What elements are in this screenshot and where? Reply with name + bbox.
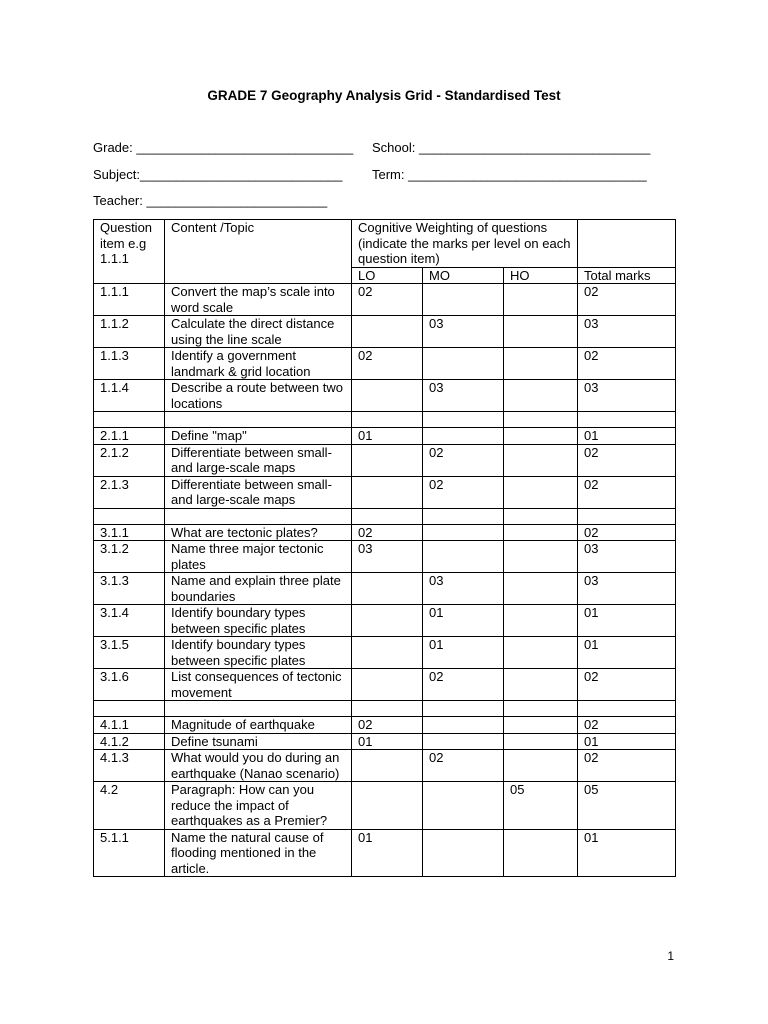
total-cell: 02 xyxy=(578,476,676,508)
ho-cell: 05 xyxy=(504,782,578,830)
total-cell: 02 xyxy=(578,348,676,380)
topic-cell: Calculate the direct distance using the line scale xyxy=(165,316,352,348)
ho-cell xyxy=(504,476,578,508)
school-field: School: ________________________________ xyxy=(372,140,651,155)
lo-cell xyxy=(352,316,423,348)
header-mo: MO xyxy=(423,267,504,284)
table-row xyxy=(94,524,676,541)
question-cell xyxy=(94,701,165,717)
mo-cell: 01 xyxy=(423,605,504,637)
table-row xyxy=(94,605,676,637)
mo-cell xyxy=(423,508,504,524)
table-row xyxy=(94,669,676,701)
mo-cell xyxy=(423,348,504,380)
lo-cell xyxy=(352,701,423,717)
lo-cell xyxy=(352,605,423,637)
total-cell: 02 xyxy=(578,669,676,701)
topic-cell: Paragraph: How can you reduce the impact of earthquakes as a Premier? xyxy=(165,782,352,830)
question-cell xyxy=(94,412,165,428)
mo-cell: 01 xyxy=(423,637,504,669)
topic-cell: Identify boundary types between specific plates xyxy=(165,637,352,669)
ho-cell xyxy=(504,669,578,701)
question-cell xyxy=(94,508,165,524)
header-row xyxy=(94,220,676,268)
lo-cell xyxy=(352,380,423,412)
lo-cell xyxy=(352,573,423,605)
header-ho: HO xyxy=(504,267,578,284)
question-cell: 1.1.1 xyxy=(94,284,165,316)
table-row xyxy=(94,348,676,380)
lo-cell xyxy=(352,444,423,476)
ho-cell xyxy=(504,316,578,348)
question-cell: 1.1.3 xyxy=(94,348,165,380)
page-title: GRADE 7 Geography Analysis Grid - Standardised Test xyxy=(207,88,561,103)
ho-cell xyxy=(504,637,578,669)
lo-cell xyxy=(352,637,423,669)
total-cell: 01 xyxy=(578,605,676,637)
total-cell: 01 xyxy=(578,829,676,877)
table-row xyxy=(94,717,676,734)
total-cell: 02 xyxy=(578,750,676,782)
question-cell: 4.2 xyxy=(94,782,165,830)
lo-cell: 01 xyxy=(352,829,423,877)
total-cell: 03 xyxy=(578,541,676,573)
topic-cell: Define tsunami xyxy=(165,733,352,750)
question-cell: 4.1.3 xyxy=(94,750,165,782)
question-cell: 2.1.2 xyxy=(94,444,165,476)
mo-cell xyxy=(423,717,504,734)
table-body xyxy=(94,284,676,877)
topic-cell: Convert the map’s scale into word scale xyxy=(165,284,352,316)
table-row xyxy=(94,476,676,508)
header-lo: LO xyxy=(352,267,423,284)
page-number: 1 xyxy=(667,949,674,963)
table-row xyxy=(94,829,676,877)
lo-cell: 02 xyxy=(352,284,423,316)
lo-cell: 02 xyxy=(352,717,423,734)
topic-cell: Name the natural cause of flooding mentioned in the article. xyxy=(165,829,352,877)
ho-cell xyxy=(504,733,578,750)
ho-cell xyxy=(504,829,578,877)
total-cell: 01 xyxy=(578,733,676,750)
table-row xyxy=(94,701,676,717)
ho-cell xyxy=(504,284,578,316)
topic-cell xyxy=(165,701,352,717)
total-cell: 03 xyxy=(578,316,676,348)
mo-cell: 02 xyxy=(423,750,504,782)
table-row xyxy=(94,573,676,605)
lo-cell xyxy=(352,412,423,428)
table-row xyxy=(94,750,676,782)
total-cell: 05 xyxy=(578,782,676,830)
lo-cell: 01 xyxy=(352,733,423,750)
topic-cell: Define "map" xyxy=(165,428,352,445)
topic-cell: Differentiate between small- and large-scale maps xyxy=(165,476,352,508)
mo-cell xyxy=(423,541,504,573)
subject-field: Subject:____________________________ xyxy=(93,167,343,182)
header-content-topic: Content /Topic xyxy=(165,220,352,284)
ho-cell xyxy=(504,524,578,541)
table-row xyxy=(94,733,676,750)
grade-field: Grade: ______________________________ xyxy=(93,140,354,155)
table-row xyxy=(94,284,676,316)
header-cognitive-weighting: Cognitive Weighting of questions (indicate the marks per level on each question item) xyxy=(352,220,578,268)
mo-cell: 02 xyxy=(423,444,504,476)
table-row xyxy=(94,428,676,445)
question-cell: 4.1.2 xyxy=(94,733,165,750)
ho-cell xyxy=(504,605,578,637)
question-cell: 4.1.1 xyxy=(94,717,165,734)
topic-cell: What would you do during an earthquake (Nanao scenario) xyxy=(165,750,352,782)
total-cell: 02 xyxy=(578,717,676,734)
table-row xyxy=(94,380,676,412)
topic-cell: List consequences of tectonic movement xyxy=(165,669,352,701)
lo-cell xyxy=(352,669,423,701)
topic-cell: Identify a government landmark & grid location xyxy=(165,348,352,380)
mo-cell xyxy=(423,829,504,877)
mo-cell xyxy=(423,284,504,316)
table-row xyxy=(94,541,676,573)
question-cell: 1.1.4 xyxy=(94,380,165,412)
question-cell: 3.1.1 xyxy=(94,524,165,541)
ho-cell xyxy=(504,348,578,380)
term-field: Term: _________________________________ xyxy=(372,167,647,182)
mo-cell xyxy=(423,733,504,750)
topic-cell: Identify boundary types between specific plates xyxy=(165,605,352,637)
lo-cell xyxy=(352,782,423,830)
total-cell xyxy=(578,701,676,717)
topic-cell: Name three major tectonic plates xyxy=(165,541,352,573)
mo-cell xyxy=(423,428,504,445)
total-cell: 02 xyxy=(578,444,676,476)
topic-cell xyxy=(165,412,352,428)
mo-cell xyxy=(423,412,504,428)
topic-cell: Describe a route between two locations xyxy=(165,380,352,412)
total-cell: 02 xyxy=(578,524,676,541)
teacher-field: Teacher: _________________________ xyxy=(93,193,328,208)
mo-cell: 02 xyxy=(423,669,504,701)
ho-cell xyxy=(504,428,578,445)
question-cell: 5.1.1 xyxy=(94,829,165,877)
analysis-grid-table xyxy=(93,219,676,877)
table-row xyxy=(94,782,676,830)
question-cell: 3.1.5 xyxy=(94,637,165,669)
mo-cell: 03 xyxy=(423,573,504,605)
topic-cell: Differentiate between small- and large-scale maps xyxy=(165,444,352,476)
topic-cell: What are tectonic plates? xyxy=(165,524,352,541)
ho-cell xyxy=(504,701,578,717)
mo-cell: 03 xyxy=(423,316,504,348)
ho-cell xyxy=(504,750,578,782)
total-cell: 01 xyxy=(578,637,676,669)
header-question-item: Question item e.g 1.1.1 xyxy=(94,220,165,284)
ho-cell xyxy=(504,380,578,412)
topic-cell: Magnitude of earthquake xyxy=(165,717,352,734)
ho-cell xyxy=(504,508,578,524)
lo-cell: 02 xyxy=(352,348,423,380)
ho-cell xyxy=(504,412,578,428)
lo-cell xyxy=(352,476,423,508)
question-cell: 3.1.4 xyxy=(94,605,165,637)
total-cell xyxy=(578,412,676,428)
ho-cell xyxy=(504,717,578,734)
total-cell: 01 xyxy=(578,428,676,445)
ho-cell xyxy=(504,573,578,605)
header-blank-cell xyxy=(578,220,676,268)
lo-cell xyxy=(352,508,423,524)
table-row xyxy=(94,412,676,428)
total-cell: 03 xyxy=(578,380,676,412)
question-cell: 3.1.3 xyxy=(94,573,165,605)
lo-cell: 01 xyxy=(352,428,423,445)
table-row xyxy=(94,508,676,524)
ho-cell xyxy=(504,541,578,573)
mo-cell xyxy=(423,524,504,541)
total-cell: 03 xyxy=(578,573,676,605)
lo-cell: 02 xyxy=(352,524,423,541)
mo-cell xyxy=(423,782,504,830)
total-cell: 02 xyxy=(578,284,676,316)
mo-cell: 02 xyxy=(423,476,504,508)
question-cell: 2.1.3 xyxy=(94,476,165,508)
question-cell: 2.1.1 xyxy=(94,428,165,445)
header-total-marks: Total marks xyxy=(578,267,676,284)
lo-cell xyxy=(352,750,423,782)
question-cell: 3.1.2 xyxy=(94,541,165,573)
lo-cell: 03 xyxy=(352,541,423,573)
question-cell: 3.1.6 xyxy=(94,669,165,701)
mo-cell xyxy=(423,701,504,717)
mo-cell: 03 xyxy=(423,380,504,412)
table-row xyxy=(94,637,676,669)
table-row xyxy=(94,316,676,348)
topic-cell: Name and explain three plate boundaries xyxy=(165,573,352,605)
topic-cell xyxy=(165,508,352,524)
total-cell xyxy=(578,508,676,524)
ho-cell xyxy=(504,444,578,476)
question-cell: 1.1.2 xyxy=(94,316,165,348)
table-row xyxy=(94,444,676,476)
